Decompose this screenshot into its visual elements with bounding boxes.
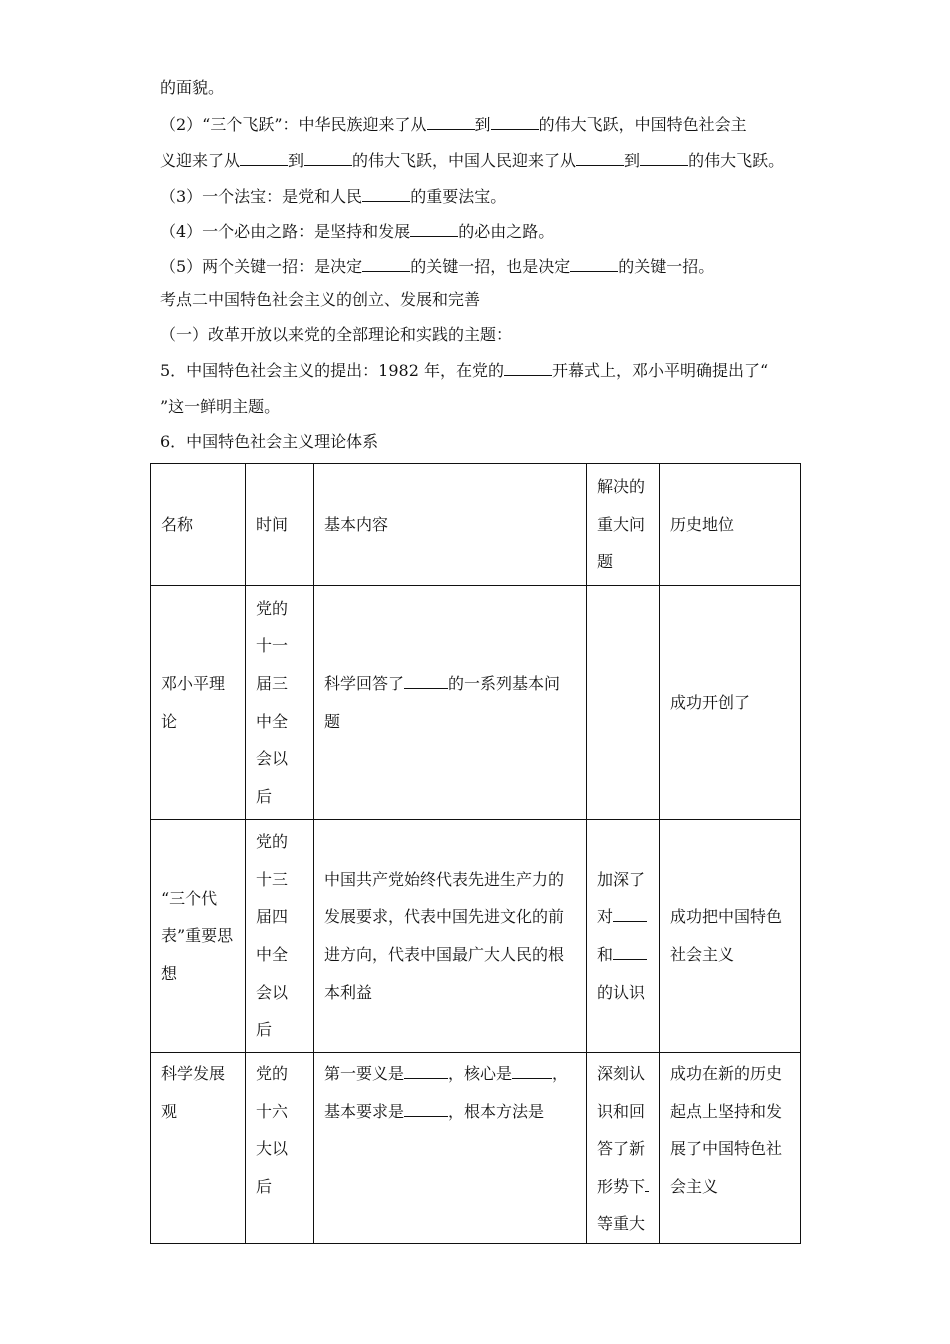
subsection-heading: （一）改革开放以来党的全部理论和实践的主题：	[160, 325, 513, 344]
cell-time: 党的十一届三中全会以后	[246, 586, 314, 820]
cell-time: 党的十三届四中全会以后	[246, 820, 314, 1053]
fill-blank[interactable]	[576, 150, 624, 166]
fill-blank[interactable]	[404, 673, 448, 689]
cell-content: 中国共产党始终代表先进生产力的发展要求，代表中国先进文化的前进方向，代表中国最广大人民的根本利益	[314, 820, 587, 1053]
theory-system-table	[150, 463, 801, 1244]
header-issue: 解决的重大问题	[587, 464, 660, 586]
fill-blank[interactable]	[240, 150, 288, 166]
fill-blank[interactable]	[613, 906, 647, 922]
fill-blank[interactable]	[362, 186, 410, 202]
cell-content: 科学回答了 的一系列基本问题	[314, 586, 587, 820]
fill-blank[interactable]	[304, 150, 352, 166]
text-line-three-leaps: （2）“三个飞跃”：中华民族迎来了从 到 的伟大飞跃，中国特色社会主	[160, 115, 747, 134]
text-line-key-moves: （5）两个关键一招：是决定 的关键一招，也是决定 的关键一招。	[160, 257, 715, 276]
table-header-row	[151, 464, 801, 586]
cell-content: 第一要义是 ，核心是 ，基本要求是 ，根本方法是	[314, 1053, 587, 1244]
fill-blank[interactable]	[570, 256, 618, 272]
cell-issue: 深刻认识和回答了新形势下等重大	[587, 1053, 660, 1244]
header-time: 时间	[246, 464, 314, 586]
header-name: 名称	[151, 464, 246, 586]
text-line-magic-weapon: （3）一个法宝：是党和人民 的重要法宝。	[160, 187, 507, 206]
question-6: 6．中国特色社会主义理论体系	[160, 432, 379, 451]
text-line: 义迎来了从 到 的伟大飞跃，中国人民迎来了从 到 的伟大飞跃。	[160, 151, 785, 170]
fill-blank[interactable]	[404, 1101, 448, 1117]
fill-blank[interactable]	[404, 1063, 448, 1079]
cell-issue: 加深了对和的认识	[587, 820, 660, 1053]
text-line: 的面貌。	[160, 78, 225, 97]
section-heading: 考点二中国特色社会主义的创立、发展和完善	[160, 290, 481, 309]
cell-status: 成功把中国特色社会主义	[660, 820, 801, 1053]
fill-blank[interactable]	[427, 114, 475, 130]
cell-issue	[587, 586, 660, 820]
fill-blank[interactable]	[512, 1063, 552, 1079]
cell-name: 科学发展观	[151, 1053, 246, 1244]
header-status: 历史地位	[660, 464, 801, 586]
cell-name: 邓小平理论	[151, 586, 246, 820]
text-line-only-path: （4）一个必由之路：是坚持和发展 的必由之路。	[160, 222, 555, 241]
cell-status: 成功开创了	[660, 586, 801, 820]
table-row	[151, 1053, 801, 1244]
fill-blank[interactable]	[640, 150, 688, 166]
fill-blank[interactable]	[410, 221, 458, 237]
fill-blank[interactable]	[362, 256, 410, 272]
question-5: 5．中国特色社会主义的提出：1982 年，在党的 开幕式上，邓小平明确提出了“	[160, 361, 769, 380]
fill-blank[interactable]	[645, 1176, 649, 1192]
cell-name: “三个代表”重要思想	[151, 820, 246, 1053]
fill-blank[interactable]	[504, 360, 552, 376]
cell-status: 成功在新的历史起点上坚持和发展了中国特色社会主义	[660, 1053, 801, 1244]
fill-blank[interactable]	[491, 114, 539, 130]
table-row	[151, 586, 801, 820]
header-content: 基本内容	[314, 464, 587, 586]
fill-blank[interactable]	[613, 944, 647, 960]
question-5-cont: ”这一鲜明主题。	[160, 397, 281, 416]
cell-time: 党的十六大以后	[246, 1053, 314, 1244]
table-row	[151, 820, 801, 1053]
